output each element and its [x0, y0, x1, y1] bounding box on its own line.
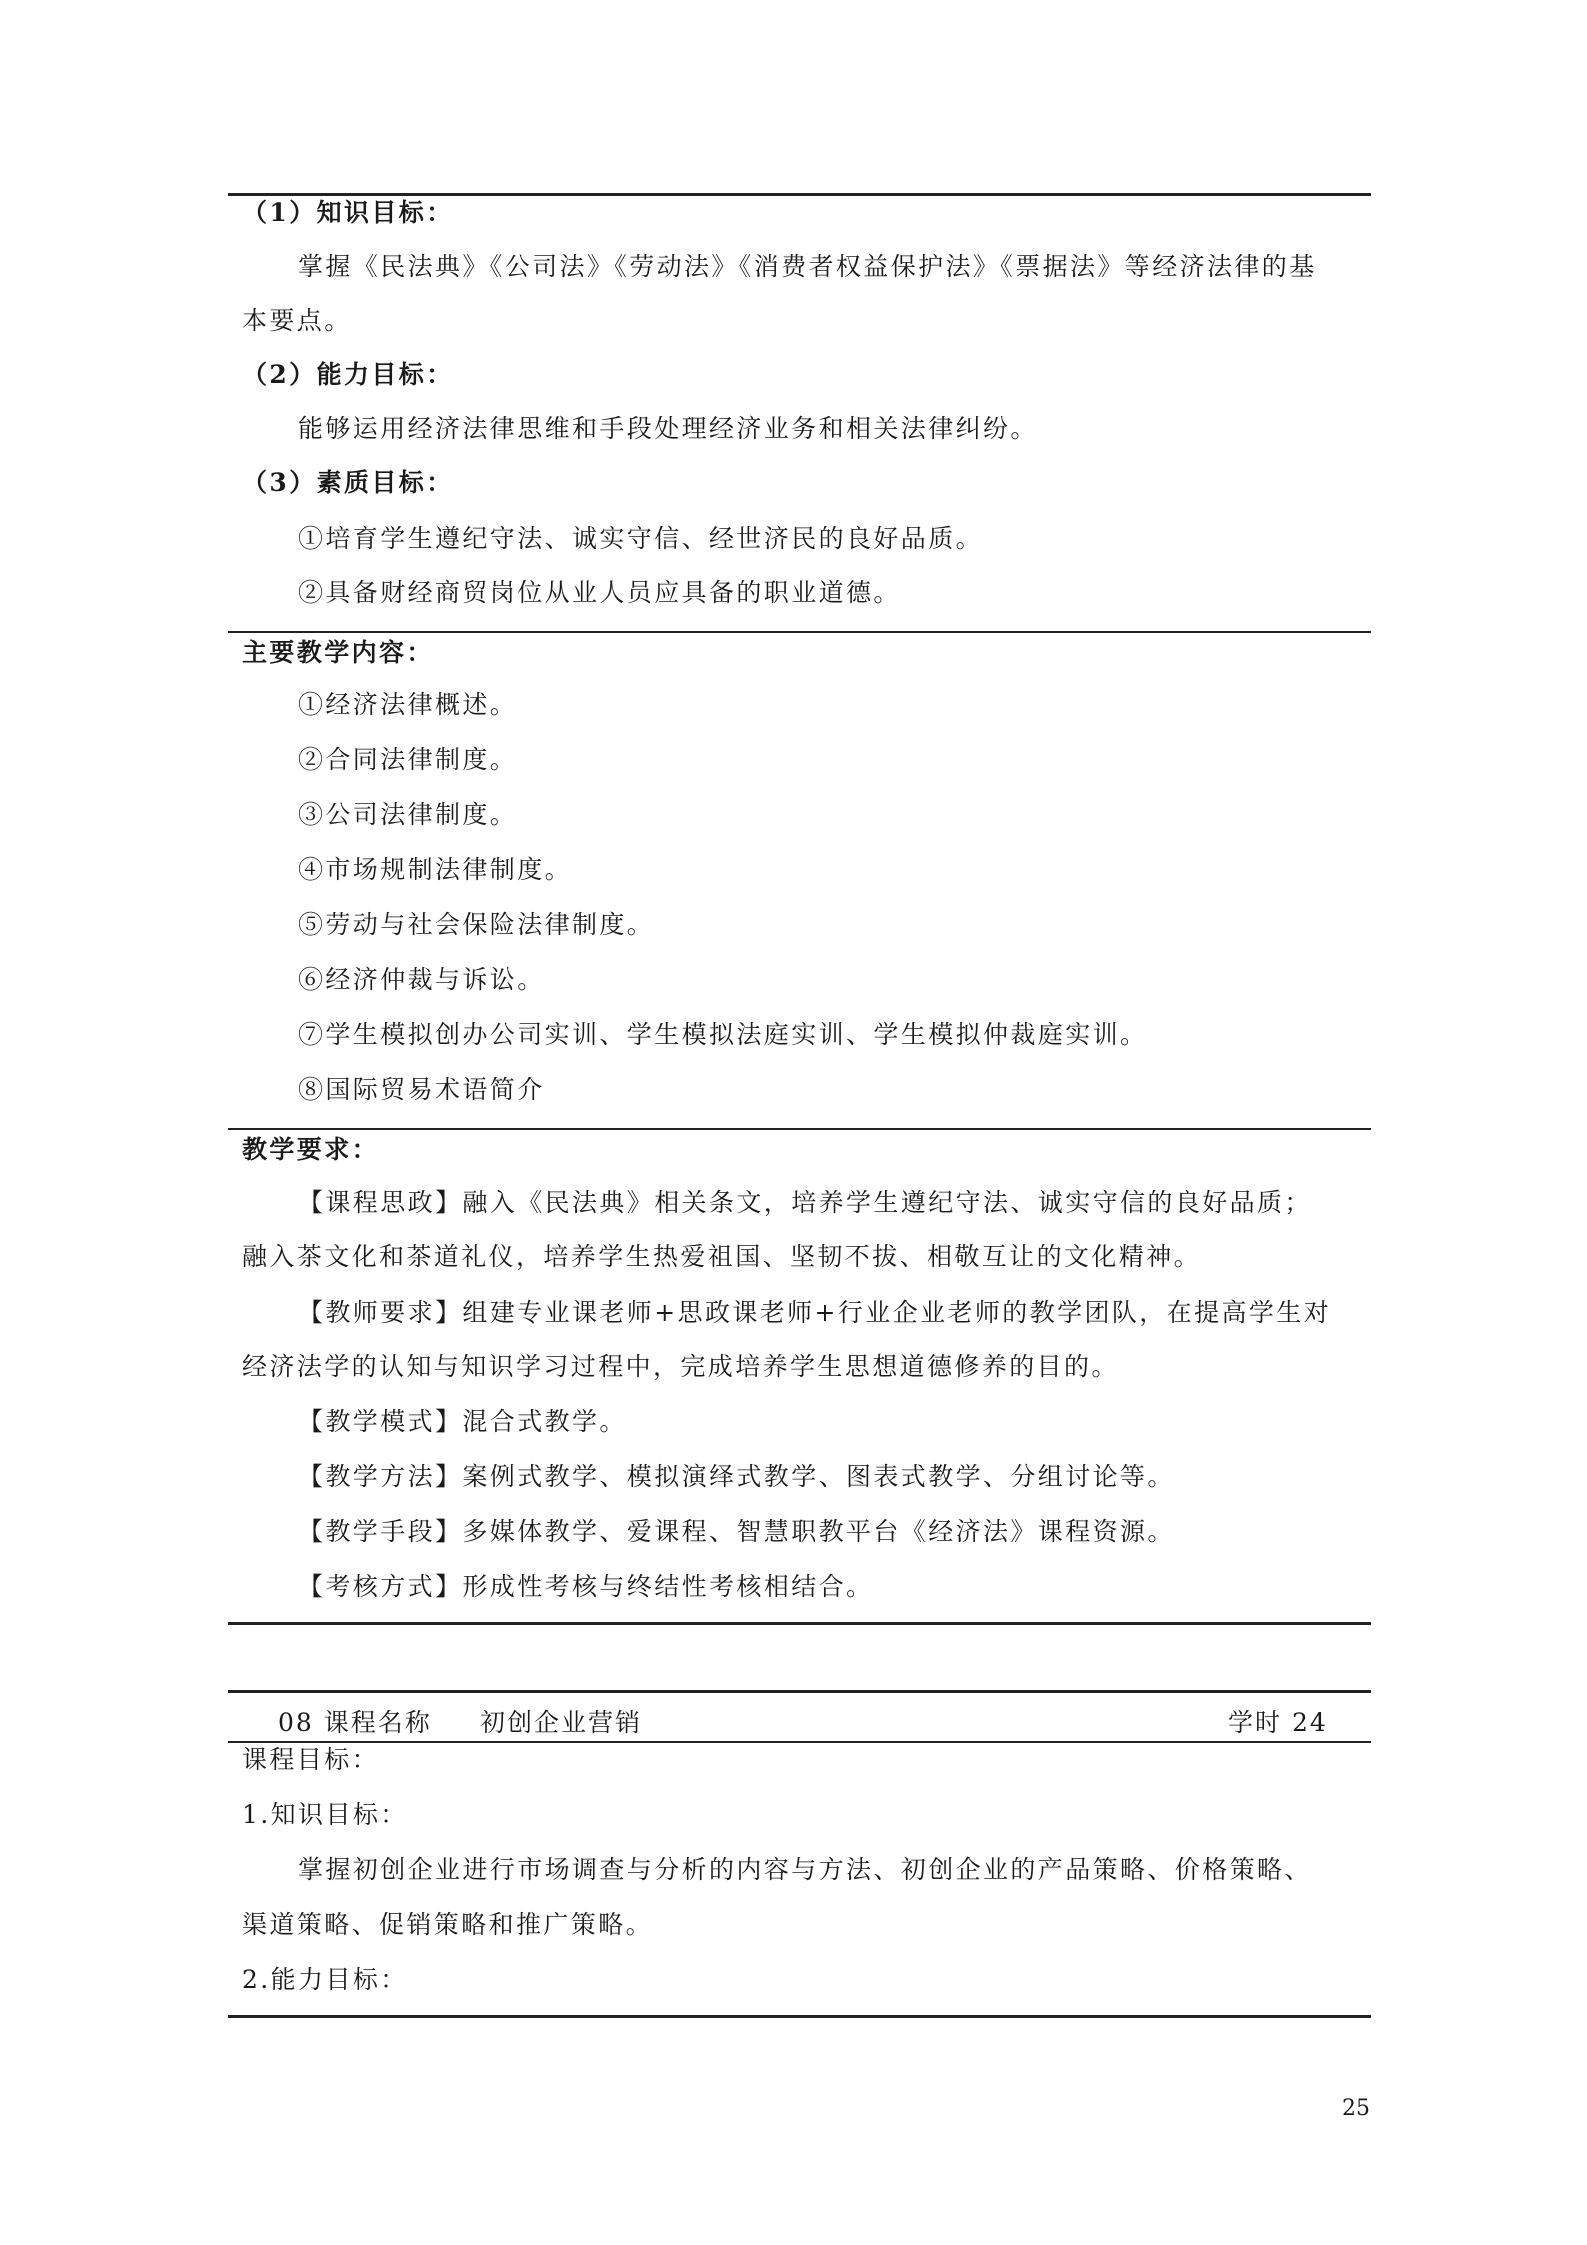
ability-goal-text: 能够运用经济法律思维和手段处理经济业务和相关法律纠纷。	[298, 414, 1038, 443]
knowledge-goal-text-cont: 渠道策略、促销策略和推广策略。	[242, 1910, 654, 1939]
requirement-line: 【课程思政】融入《民法典》相关条文，培养学生遵纪守法、诚实守信的良好品质；	[298, 1188, 1312, 1217]
content-item: ⑧国际贸易术语简介	[298, 1075, 545, 1104]
quality-goal-item: ①培育学生遵纪守法、诚实守信、经世济民的良好品质。	[298, 524, 984, 553]
section-divider	[228, 1128, 1371, 1130]
knowledge-goal-text: 掌握《民法典》《公司法》《劳动法》《消费者权益保护法》《票据法》等经济法律的基	[298, 252, 1317, 281]
content-item: ②合同法律制度。	[298, 745, 518, 774]
ability-goal-heading: 2.能力目标：	[242, 1965, 408, 1994]
section-divider	[228, 631, 1371, 633]
requirement-line: 【教学手段】多媒体教学、爱课程、智慧职教平台《经济法》课程资源。	[298, 1517, 1175, 1546]
knowledge-goal-text: 掌握初创企业进行市场调查与分析的内容与方法、初创企业的产品策略、价格策略、	[298, 1855, 1312, 1884]
knowledge-goal-heading: 1.知识目标：	[242, 1800, 408, 1829]
content-heading: 主要教学内容：	[242, 638, 434, 667]
requirement-line: 【教学模式】混合式教学。	[298, 1407, 627, 1436]
requirement-line: 经济法学的认知与知识学习过程中，完成培养学生思想道德修养的目的。	[242, 1352, 1119, 1381]
quality-goal-item: ②具备财经商贸岗位从业人员应具备的职业道德。	[298, 578, 901, 607]
requirements-heading: 教学要求：	[242, 1135, 380, 1164]
course-bottom-rule	[228, 2015, 1371, 2018]
course-top-rule	[228, 1690, 1371, 1693]
knowledge-goal-heading: （1）知识目标：	[242, 198, 454, 227]
course-hours: 学时 24	[1228, 1708, 1328, 1737]
course-goals-heading: 课程目标：	[242, 1745, 380, 1774]
section-bottom-rule	[228, 1622, 1371, 1625]
course-title: 初创企业营销	[480, 1708, 643, 1737]
content-item: ①经济法律概述。	[298, 690, 518, 719]
content-item: ⑥经济仲裁与诉讼。	[298, 965, 545, 994]
requirement-line: 【教学方法】案例式教学、模拟演绎式教学、图表式教学、分组讨论等。	[298, 1462, 1175, 1491]
ability-goal-heading: （2）能力目标：	[242, 360, 454, 389]
requirement-line: 【教师要求】组建专业课老师+思政课老师+行业企业老师的教学团队，在提高学生对	[298, 1298, 1332, 1327]
requirement-line: 融入茶文化和茶道礼仪，培养学生热爱祖国、坚韧不拔、相敬互让的文化精神。	[242, 1242, 1202, 1271]
content-item: ④市场规制法律制度。	[298, 855, 573, 884]
content-item: ⑤劳动与社会保险法律制度。	[298, 910, 655, 939]
content-item: ③公司法律制度。	[298, 800, 518, 829]
content-item: ⑦学生模拟创办公司实训、学生模拟法庭实训、学生模拟仲裁庭实训。	[298, 1020, 1148, 1049]
page-number: 25	[1342, 2096, 1370, 2121]
quality-goal-heading: （3）素质目标：	[242, 468, 454, 497]
requirement-line: 【考核方式】形成性考核与终结性考核相结合。	[298, 1572, 874, 1601]
course-number: 08 课程名称	[278, 1708, 432, 1737]
knowledge-goal-text-cont: 本要点。	[242, 306, 352, 335]
